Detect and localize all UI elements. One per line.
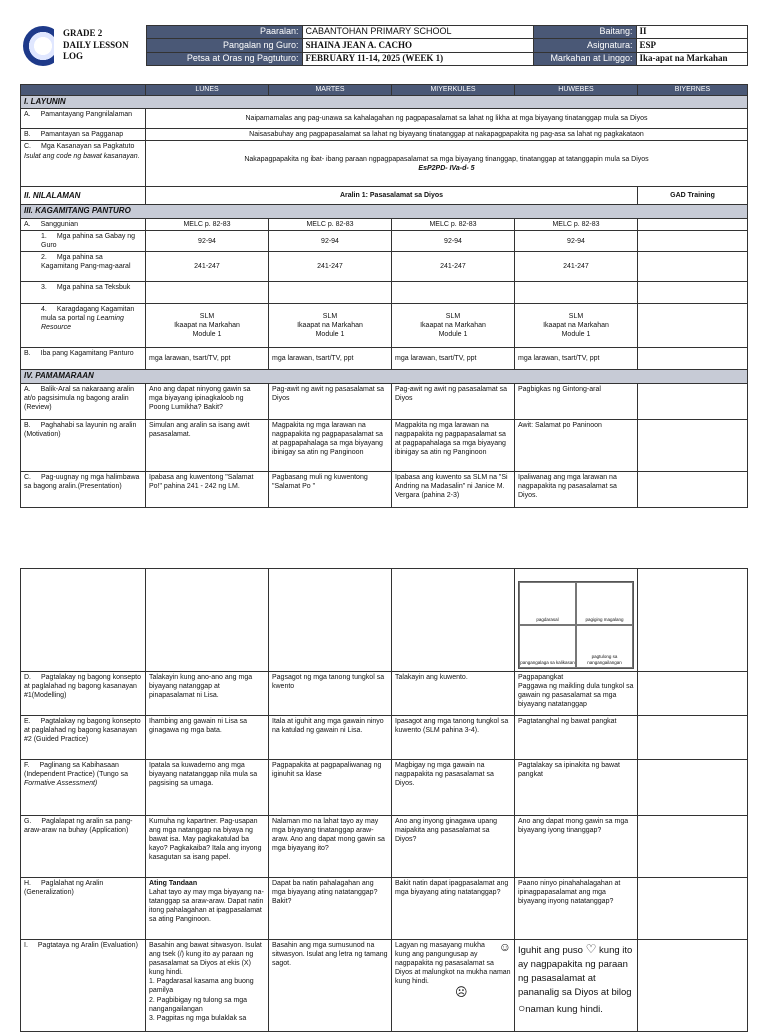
pam-g-label: G. Paglalapat ng aralin sa pang-araw-araw na buhay (Application) — [21, 816, 146, 878]
kag-3-mon — [146, 282, 269, 304]
pam-e-mon: Ihambing ang gawain ni Lisa sa ginagawa ng mga bata. — [146, 716, 269, 760]
pam-f-fri — [638, 760, 748, 816]
pam-a-tue: Pag-awit ng awit ng pasasalamat sa Diyos — [269, 383, 392, 419]
pam-g-mon: Kumuha ng kapartner. Pag-usapan ang mga natanggap na biyaya ng bawat isa. May pagkakatulad ba kayo? Pagkakaiba? Itala ang inyong kasagutan sa isang papel. — [146, 816, 269, 878]
pam-c-fri — [638, 471, 748, 507]
pam-f-wed: Magbigay ng mga gawain na nagpapakita ng pasasalamat sa Diyos. — [392, 760, 515, 816]
pam-i-tue: Basahin ang mga sumusunod na sitwasyon. Isulat ang letra ng tamang sagot. — [269, 940, 392, 1032]
pam-i-label: I. Pagtataya ng Aralin (Evaluation) — [21, 940, 146, 1032]
corner-cell — [21, 85, 146, 96]
pam-d-wed: Talakayin ang kuwento. — [392, 672, 515, 716]
subject-value: ESP — [636, 39, 747, 52]
date-value: FEBRUARY 11-14, 2025 (WEEK 1) — [302, 52, 533, 65]
pam-h-mon: Ating Tandaan Lahat tayo ay may mga biyayang na-tatanggap sa araw-araw. Dapat natin itong pahalagahan at ipagpasalamat sa ating Panginoon. — [146, 878, 269, 940]
kag-3-fri — [638, 282, 748, 304]
pam-c-label: C. Pag-uugnay ng mga halimbawa sa bagong aralin.(Presentation) — [21, 471, 146, 507]
circle-icon: ○ — [518, 1000, 526, 1015]
teacher-value: SHAINA JEAN A. CACHO — [302, 39, 533, 52]
kag-2-label: 2. Mga pahina sa Kagamitang Pang-mag-aaral — [21, 252, 146, 282]
day-thursday: HUWEBES — [515, 85, 638, 96]
picture-helping: pagtulong sa nangangailangan — [576, 625, 633, 668]
pam-f-tue: Pagpapakita at pagpapaliwanag ng iginuhit sa klase — [269, 760, 392, 816]
quarter-label: Markahan at Linggo: — [533, 52, 636, 65]
date-label: Petsa at Oras ng Pagtuturo: — [146, 52, 302, 65]
quarter-value: Ika-apat na Markahan — [636, 52, 747, 65]
kag-2-thu: 241-247 — [515, 252, 638, 282]
pam-a-thu: Pagbigkas ng Gintong-aral — [515, 383, 638, 419]
kag-4-fri — [638, 304, 748, 348]
kag-4-thu: SLM Ikaapat na Markahan Module 1 — [515, 304, 638, 348]
pam-d-mon: Talakayin kung ano-ano ang mga biyayang natanggap at pinapasalamat ni Lisa. — [146, 672, 269, 716]
pam-d-tue: Pagsagot ng mga tanong tungkol sa kwento — [269, 672, 392, 716]
deped-logo — [20, 26, 54, 66]
pam-g-thu: Ano ang dapat mong gawin sa mga biyayang iyong tinanggap? — [515, 816, 638, 878]
pam-a-fri — [638, 383, 748, 419]
pam-e-fri — [638, 716, 748, 760]
cont-blank-tue — [269, 569, 392, 672]
section-kagamitan: III. KAGAMITANG PANTURO — [21, 205, 748, 218]
pam-h-wed: Bakit natin dapat ipagpasalamat ang mga biyayang ating natatanggap? — [392, 878, 515, 940]
kag-1-wed: 92-94 — [392, 230, 515, 251]
school-value: CABANTOHAN PRIMARY SCHOOL — [302, 26, 533, 39]
learning-competency: Nakapagpapakita ng ibat- ibang paraan ngpagpapasalamat sa mga biyayang tinanggap, tinatanggap at tatanggapin mula sa Diyos EsP2PD- IVa-d- 5 — [146, 141, 748, 187]
pam-b-thu: Awit: Salamat po Paninoon — [515, 419, 638, 471]
heart-icon: ♡ — [585, 942, 597, 956]
kag-a-thu: MELC p. 82-83 — [515, 218, 638, 230]
kag-a-tue: MELC p. 82-83 — [269, 218, 392, 230]
pam-b-mon: Simulan ang aralin sa isang awit pasasalamat. — [146, 419, 269, 471]
kag-4-tue: SLM Ikaapat na Markahan Module 1 — [269, 304, 392, 348]
kag-3-label: 3. Mga pahina sa Teksbuk — [21, 282, 146, 304]
row-label-b: B. Pamantayan sa Pagganap — [21, 129, 146, 141]
row-label-c: C. Mga Kasanayan sa Pagkatuto Isulat ang code ng bawat kasanayan. — [21, 141, 146, 187]
pam-f-mon: Ipatala sa kuwaderno ang mga biyayang natatanggap nila mula sa pagsising sa umaga. — [146, 760, 269, 816]
kag-b-fri — [638, 348, 748, 370]
section-layunin: I. LAYUNIN — [21, 96, 748, 109]
kag-3-wed — [392, 282, 515, 304]
pam-c-wed: Ipabasa ang kuwento sa SLM na "Si Andring na Madasalin" ni Janice M. Vergara (pahina 2-3) — [392, 471, 515, 507]
nilalaman-content: Aralin 1: Pasasalamat sa Diyos — [146, 187, 638, 205]
pam-c-mon: Ipabasa ang kuwentong "Salamat Po!" pahina 241 - 242 ng LM. — [146, 471, 269, 507]
kag-a-label: A. Sanggunian — [21, 218, 146, 230]
pam-f-thu: Pagtalakay sa ipinakita ng bawat pangkat — [515, 760, 638, 816]
performance-standard: Naisasabuhay ang pagpapasalamat sa lahat ng biyayang tinatanggap at nakapagpapakita ng pag-asa sa lahat ng pagkakataon — [146, 129, 748, 141]
kag-1-mon: 92-94 — [146, 230, 269, 251]
kag-4-wed: SLM Ikaapat na Markahan Module 1 — [392, 304, 515, 348]
kag-1-thu: 92-94 — [515, 230, 638, 251]
picture-praying: pagdarasal — [519, 582, 576, 625]
grade-label: Baitang: — [533, 26, 636, 39]
lesson-table-part1 — [20, 84, 748, 508]
picture-respect: pagiging magalang — [576, 582, 633, 625]
kag-2-mon: 241-247 — [146, 252, 269, 282]
smiley-face-icon: ☺ — [498, 940, 511, 954]
sad-face-icon: ☹ — [455, 985, 468, 1000]
pam-f-label: F. Paglinang sa Kabihasaan (Independent Practice) (Tungo sa Formative Assessment) — [21, 760, 146, 816]
cont-blank-label — [21, 569, 146, 672]
pam-b-wed: Magpakita ng mga larawan na nagpapakita ng pagpapasalamat sa at pagpapahalaga sa mga biyayang ibinigay sa atin ng Panginoon — [392, 419, 515, 471]
pam-g-fri — [638, 816, 748, 878]
teacher-label: Pangalan ng Guro: — [146, 39, 302, 52]
pam-d-label: D. Pagtalakay ng bagong konsepto at paglalahad ng bagong kasanayan #1(Modelling) — [21, 672, 146, 716]
lesson-log-title: GRADE 2 DAILY LESSON LOG — [63, 27, 129, 62]
kag-b-tue: mga larawan, tsart/TV, ppt — [269, 348, 392, 370]
cont-blank-mon — [146, 569, 269, 672]
pam-b-label: B. Paghahabi sa layunin ng aralin (Motivation) — [21, 419, 146, 471]
pam-e-label: E. Pagtalakay ng bagong konsepto at paglalahad ng bagong kasanayan #2 (Guided Practice) — [21, 716, 146, 760]
grade-value: II — [636, 26, 747, 39]
kag-4-label: 4. Karagdagang Kagamitan mula sa portal ng Learning Resource — [21, 304, 146, 348]
header-table — [20, 25, 748, 66]
subject-label: Asignatura: — [533, 39, 636, 52]
section-pamamaraan: IV. PAMAMARAAN — [21, 370, 748, 383]
kag-3-tue — [269, 282, 392, 304]
kag-1-tue: 92-94 — [269, 230, 392, 251]
pam-c-tue: Pagbasang muli ng kuwentong "Salamat Po " — [269, 471, 392, 507]
pam-b-tue: Magpakita ng mga larawan na nagpapakita ng pagpapasalamat sa at pagpapahalaga sa mga biyayang ibinigay sa atin ng Panginoon — [269, 419, 392, 471]
pam-e-thu: Pagtatanghal ng bawat pangkat — [515, 716, 638, 760]
lesson-table-part2 — [20, 568, 748, 1032]
row-label-a: A. Pamantayang Pangnilalaman — [21, 109, 146, 129]
pam-e-wed: Ipasagot ang mga tanong tungkol sa kuwento (SLM pahina 3-4). — [392, 716, 515, 760]
nilalaman-friday: GAD Training — [638, 187, 748, 205]
pam-e-tue: Itala at iguhit ang mga gawain ninyo na katulad ng gawain ni Lisa. — [269, 716, 392, 760]
kag-a-mon: MELC p. 82-83 — [146, 218, 269, 230]
kag-4-mon: SLM Ikaapat na Markahan Module 1 — [146, 304, 269, 348]
pam-i-wed: ☺ Lagyan ng masayang mukha kung ang pangungusap ay nagpapakita ng pasasalamat sa Diyos at malungkot na mukha naman kung hindi. ☹ — [392, 940, 515, 1032]
pam-h-thu: Paano ninyo pinahahalagahan at ipinagpapasalamat ang mga biyayang inyong natatanggap? — [515, 878, 638, 940]
cont-blank-wed — [392, 569, 515, 672]
pam-d-fri — [638, 672, 748, 716]
pam-c-thu: Ipaliwanag ang mga larawan na nagpapakita ng pasasalamat sa Diyos. — [515, 471, 638, 507]
kag-2-wed: 241-247 — [392, 252, 515, 282]
kag-1-label: 1. Mga pahina sa Gabay ng Guro — [21, 230, 146, 251]
pam-b-fri — [638, 419, 748, 471]
kag-2-fri — [638, 252, 748, 282]
kag-2-tue: 241-247 — [269, 252, 392, 282]
section-nilalaman: II. NILALAMAN — [21, 187, 146, 205]
kag-b-wed: mga larawan, tsart/TV, ppt — [392, 348, 515, 370]
day-tuesday: MARTES — [269, 85, 392, 96]
kag-b-mon: mga larawan, tsart/TV, ppt — [146, 348, 269, 370]
pam-i-thu: Iguhit ang puso ♡ kung ito ay nagpapakita ng paraan ng pasasalamat at pananalig sa Diyos at bilog ○naman kung hindi. — [515, 940, 638, 1032]
kag-3-thu — [515, 282, 638, 304]
pam-h-label: H. Paglalahat ng Aralin (Generalization) — [21, 878, 146, 940]
pam-h-fri — [638, 878, 748, 940]
day-monday: LUNES — [146, 85, 269, 96]
content-standard: Naipamamalas ang pag-unawa sa kahalagahan ng pagpapasalamat sa lahat ng likha at mga biyayang tinatanggap mula sa Diyos — [146, 109, 748, 129]
kag-b-thu: mga larawan, tsart/TV, ppt — [515, 348, 638, 370]
pam-g-wed: Ano ang inyong ginagawa upang maipakita ang pasasalamat sa Diyos? — [392, 816, 515, 878]
cont-blank-fri — [638, 569, 748, 672]
pam-i-fri — [638, 940, 748, 1032]
day-wednesday: MIYERKULES — [392, 85, 515, 96]
pictures-cell — [515, 569, 638, 672]
kag-a-fri — [638, 218, 748, 230]
pam-a-mon: Ano ang dapat ninyong gawin sa mga biyayang ipinagkaloob ng Poong Lumikha? Bakit? — [146, 383, 269, 419]
gratitude-pictures — [518, 581, 634, 669]
pam-i-mon: Basahin ang bawat sitwasyon. Isulat ang tsek (/) kung ito ay paraan ng pasasalamat sa Diyos at ekis (X) kung hindi. 1. Pagdarasal kasama ang buong pamilya 2. Pagbibigay ng tulong sa mga nangangailangan 3. Pagpitas ng mga bulaklak sa — [146, 940, 269, 1032]
pam-a-label: A. Balik-Aral sa nakaraang aralin at/o pagsisimula ng bagong aralin (Review) — [21, 383, 146, 419]
pam-d-thu: Pagpapangkat Paggawa ng maikling dula tungkol sa gawain ng pasasalamat sa mga biyayang natatanggap — [515, 672, 638, 716]
pam-g-tue: Nalaman mo na lahat tayo ay may mga biyayang tinatanggap araw-araw. Ano ang dapat mong gawin sa mga biyayang ito? — [269, 816, 392, 878]
picture-nature: pangangalaga sa kalikasan — [519, 625, 576, 668]
kag-1-fri — [638, 230, 748, 251]
pam-h-tue: Dapat ba natin pahalagahan ang mga biyayang ating natatanggap? Bakit? — [269, 878, 392, 940]
school-label: Paaralan: — [146, 26, 302, 39]
kag-a-wed: MELC p. 82-83 — [392, 218, 515, 230]
day-friday: BIYERNES — [638, 85, 748, 96]
kag-b-label: B. Iba pang Kagamitang Panturo — [21, 348, 146, 370]
pam-a-wed: Pag-awit ng awit ng pasasalamat sa Diyos — [392, 383, 515, 419]
